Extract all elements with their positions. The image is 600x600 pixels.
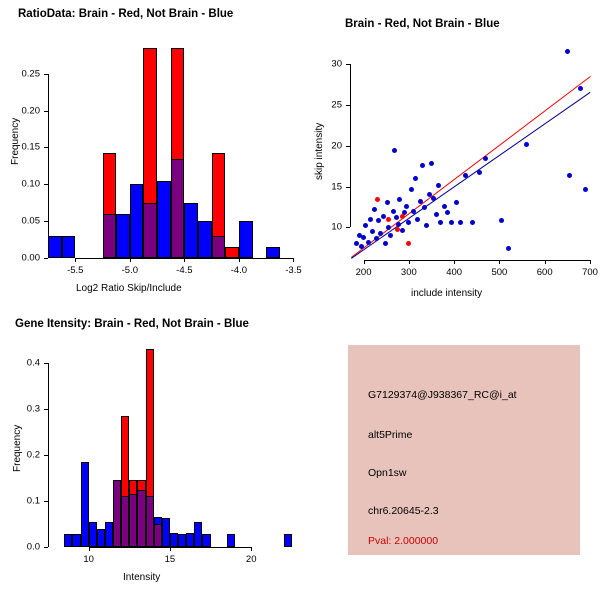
y-tick-mark [44,111,48,112]
histogram-bar-overlap [154,524,162,547]
y-tick-mark [44,184,48,185]
histogram-bar-not-brain [105,522,113,547]
histogram-bar-overlap [212,236,226,258]
y-tick-mark [44,547,48,548]
scatter-title: Brain - Red, Not Brain - Blue [345,18,500,30]
scatter-point-not-brain [506,246,511,251]
scatter-point-not-brain [406,220,411,225]
y-tick-label: 0.05 [21,215,40,227]
histogram-bar-not-brain [227,534,235,547]
x-tick-mark [239,258,240,262]
scatter-point-not-brain [413,176,418,181]
histogram-bar-overlap [103,214,117,258]
x-axis-line [364,260,590,261]
scatter-point-not-brain [370,229,375,234]
x-tick-label: -5.0 [121,265,138,276]
histogram-bar-not-brain [62,236,76,258]
y-tick-label: 0.10 [21,178,40,190]
scatter-point-not-brain [436,183,441,188]
y-tick-label: 0.25 [21,68,40,80]
histogram-bar-not-brain [184,203,198,258]
scatter-point-not-brain [388,233,393,238]
x-tick-mark [251,547,252,551]
y-tick-label: 0.2 [26,449,40,461]
x-tick-label: 200 [355,267,372,278]
x-tick-label: 15 [164,554,176,565]
histogram-bar-overlap [146,496,154,547]
y-axis-line [350,64,351,227]
scatter-point-not-brain [386,225,391,230]
x-tick-label: 10 [83,554,94,565]
scatter-point-not-brain [458,220,463,225]
scatter-point-not-brain [404,204,409,209]
scatter-point-not-brain [420,163,425,168]
scatter-point-not-brain [429,161,434,166]
histogram-bar-not-brain [194,522,202,547]
x-tick-label: 700 [582,267,598,278]
scatter-point-not-brain [434,212,439,217]
y-tick-label: 0.3 [26,403,40,415]
scatter-point-not-brain [470,220,475,225]
scatter-point-brain [400,214,405,219]
scatter-point-not-brain [366,240,371,245]
x-tick-label: -4.0 [230,265,248,276]
y-tick-label: 0.20 [21,105,40,117]
scatter-point-not-brain [394,215,399,220]
y-axis-line [48,363,49,547]
scatter-point-not-brain [361,235,366,240]
scatter-point-not-brain [463,173,468,178]
ratio-histogram-title: RatioData: Brain - Red, Not Brain - Blue [18,8,234,20]
scatter-point-not-brain [396,222,401,227]
histogram-bar-not-brain [81,462,89,547]
y-tick-mark [44,501,48,502]
histogram-bar-not-brain [89,522,97,547]
scatter-point-not-brain [431,196,436,201]
x-tick-mark [293,258,294,262]
gene-histogram-ylabel: Frequency [12,424,23,472]
y-tick-label: 0.00 [21,252,40,264]
regression-line [351,92,591,259]
histogram-bar-not-brain [97,529,105,547]
histogram-bar-not-brain [48,236,62,258]
y-tick-label: 0.15 [21,141,40,153]
x-tick-mark [499,260,500,264]
scatter-panel [300,0,600,300]
histogram-bar-not-brain [130,184,144,258]
y-tick-label: 0.4 [26,357,40,369]
scatter-point-brain [375,197,380,202]
x-tick-label: 400 [446,267,463,278]
y-tick-mark [44,74,48,75]
y-tick-mark [346,146,350,147]
x-tick-label: -5.5 [67,265,84,276]
scatter-point-not-brain [376,218,381,223]
histogram-bar-not-brain [178,534,186,547]
x-tick-label: 600 [536,267,553,278]
x-tick-label: 300 [400,267,417,278]
histogram-bar-overlap [113,480,121,547]
scatter-point-not-brain [363,223,368,228]
y-tick-mark [346,187,350,188]
scatter-point-not-brain [524,142,529,147]
histogram-bar-not-brain [116,214,130,258]
y-tick-mark [346,227,350,228]
histogram-bar-overlap [137,490,145,548]
info-pval: Pval: 2.000000 [368,535,439,547]
y-tick-mark [44,409,48,410]
scatter-point-not-brain [418,199,423,204]
scatter-point-not-brain [409,187,414,192]
y-tick-label: 25 [331,99,342,111]
scatter-point-not-brain [422,205,427,210]
x-tick-mark [590,260,591,264]
x-tick-label: -4.5 [176,265,193,276]
gene-histogram-title: Gene Itensity: Brain - Red, Not Brain - Blue [15,318,249,330]
scatter-point-not-brain [567,173,572,178]
x-tick-mark [545,260,546,264]
x-tick-mark [75,258,76,262]
ratio-histogram-plot [0,0,300,300]
histogram-bar-not-brain [157,181,171,258]
histogram-bar-overlap [143,203,157,258]
scatter-plot-area [300,0,600,300]
gene-histogram-panel [0,300,320,600]
info-gene-symbol: Opn1sw [368,467,407,479]
histogram-bar-not-brain [239,221,253,258]
histogram-bar-not-brain [170,533,178,547]
scatter-point-not-brain [400,228,405,233]
x-tick-mark [184,258,185,262]
scatter-point-not-brain [499,218,504,223]
regression-line [351,76,591,258]
scatter-point-not-brain [385,200,390,205]
histogram-bar-not-brain [198,221,212,258]
scatter-point-not-brain [411,209,416,214]
gene-info-box [348,345,580,555]
histogram-bar-not-brain [162,518,170,547]
y-tick-label: 0.0 [26,541,40,553]
scatter-point-not-brain [383,241,388,246]
x-tick-mark [170,547,171,551]
scatter-point-not-brain [578,86,583,91]
y-tick-mark [44,455,48,456]
histogram-bar-not-brain [186,533,194,547]
scatter-point-brain [406,241,411,246]
x-tick-mark [130,258,131,262]
scatter-point-not-brain [565,49,570,54]
ratio-histogram-ylabel: Frequency [10,117,21,165]
histogram-bar-brain [225,247,239,258]
y-tick-mark [44,363,48,364]
ratio-histogram-panel [0,0,300,300]
x-tick-mark [409,260,410,264]
scatter-point-not-brain [415,217,420,222]
scatter-point-brain [395,227,400,232]
y-tick-mark [44,147,48,148]
x-tick-mark [364,260,365,264]
x-tick-label: -3.5 [285,265,302,276]
x-tick-mark [89,547,90,551]
histogram-bar-overlap [171,159,185,258]
info-event-type: alt5Prime [368,429,413,441]
y-tick-label: 10 [331,221,342,233]
info-location: chr6.20645-2.3 [368,505,439,517]
y-tick-label: 30 [331,58,342,70]
scatter-point-not-brain [449,220,454,225]
scatter-xlabel: include intensity [411,288,483,299]
histogram-bar-not-brain [72,534,80,547]
y-tick-label: 0.1 [26,495,40,507]
scatter-point-not-brain [442,204,447,209]
scatter-point-not-brain [454,200,459,205]
scatter-point-not-brain [445,210,450,215]
gene-histogram-plot [0,300,320,600]
y-axis-line [48,74,49,258]
scatter-point-not-brain [372,207,377,212]
scatter-point-not-brain [438,220,443,225]
scatter-point-not-brain [424,223,429,228]
scatter-point-not-brain [381,214,386,219]
y-tick-mark [44,221,48,222]
histogram-bar-not-brain [202,534,210,547]
y-tick-mark [44,258,48,259]
y-tick-label: 20 [331,140,342,152]
x-tick-label: 20 [245,554,257,565]
scatter-point-not-brain [483,156,488,161]
scatter-point-not-brain [583,187,588,192]
scatter-point-brain [386,217,391,222]
histogram-bar-overlap [121,496,129,547]
scatter-point-not-brain [477,170,482,175]
x-tick-mark [454,260,455,264]
scatter-point-not-brain [397,197,402,202]
ratio-histogram-xlabel: Log2 Ratio Skip/Include [76,283,182,294]
histogram-bar-not-brain [284,534,292,547]
y-tick-label: 15 [331,181,342,193]
scatter-point-not-brain [392,148,397,153]
scatter-point-not-brain [368,217,373,222]
x-tick-label: 500 [491,267,508,278]
gene-histogram-xlabel: Intensity [123,572,161,583]
info-probeset: G7129374@J938367_RC@i_at [368,389,517,401]
histogram-bar-overlap [129,494,137,547]
y-tick-mark [346,105,350,106]
y-tick-mark [346,64,350,65]
scatter-ylabel: skip intensity [314,122,325,180]
histogram-bar-not-brain [64,534,72,547]
scatter-point-not-brain [374,236,379,241]
scatter-point-not-brain [391,209,396,214]
histogram-bar-not-brain [266,247,280,258]
